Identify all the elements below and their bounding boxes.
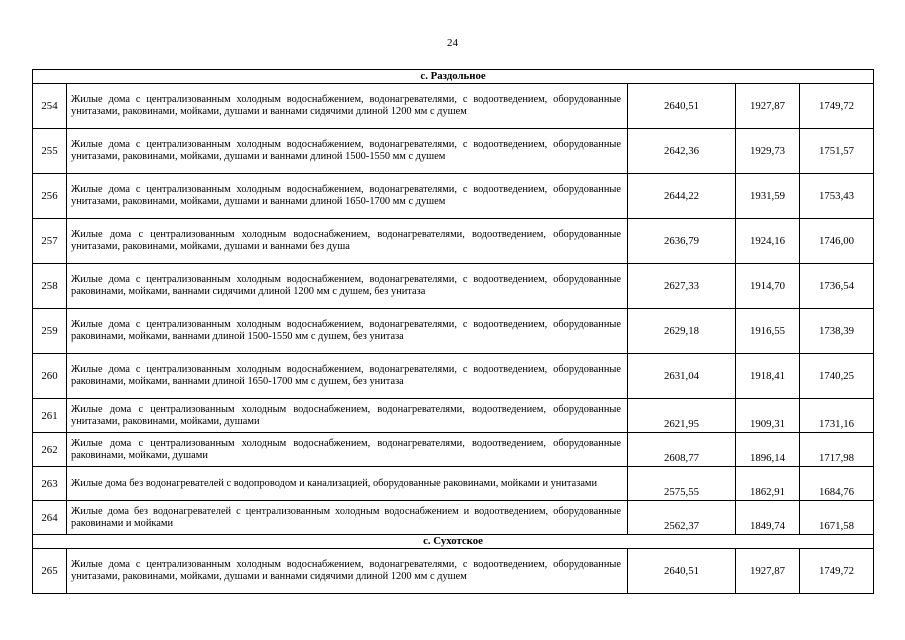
value-1: 2640,51 — [628, 84, 736, 129]
table-row — [33, 174, 874, 219]
value-3: 1746,00 — [800, 219, 874, 264]
value-1: 2631,04 — [628, 354, 736, 399]
value-3: 1751,57 — [800, 129, 874, 174]
value-1: 2562,37 — [628, 501, 736, 535]
row-description: Жилые дома с централизованным холодным водоснабжением, водонагревателями, водоотведением, оборудованные раковинами, мойками, душами — [67, 433, 628, 467]
value-1: 2644,22 — [628, 174, 736, 219]
table-row — [33, 219, 874, 264]
value-3: 1740,25 — [800, 354, 874, 399]
tariff-table — [32, 69, 874, 594]
value-2: 1909,31 — [736, 399, 800, 433]
value-2: 1862,91 — [736, 467, 800, 501]
value-2: 1916,55 — [736, 309, 800, 354]
value-3: 1749,72 — [800, 549, 874, 594]
row-number: 260 — [33, 354, 67, 399]
row-description: Жилые дома с централизованным холодным водоснабжением, водонагревателями, с водоотведением, оборудованные унитазами, раковинами, мойками, душами и ваннами сидячими длиной 1200 мм с душем — [67, 549, 628, 594]
row-number: 256 — [33, 174, 67, 219]
value-2: 1918,41 — [736, 354, 800, 399]
table-row — [33, 84, 874, 129]
value-3: 1684,76 — [800, 467, 874, 501]
value-1: 2636,79 — [628, 219, 736, 264]
value-1: 2640,51 — [628, 549, 736, 594]
value-3: 1738,39 — [800, 309, 874, 354]
row-description: Жилые дома с централизованным холодным водоснабжением, водонагревателями, с водоотведением, оборудованные раковинами, мойками, ваннами длиной 1650-1700 мм с душем, без унитаза — [67, 354, 628, 399]
value-1: 2642,36 — [628, 129, 736, 174]
row-number: 258 — [33, 264, 67, 309]
row-number: 261 — [33, 399, 67, 433]
value-1: 2608,77 — [628, 433, 736, 467]
section-title: с. Раздольное — [33, 70, 874, 84]
row-description: Жилые дома с централизованным холодным водоснабжением, водонагревателями, с водоотведением, оборудованные унитазами, раковинами, мойками, душами и ваннами сидячими длиной 1200 мм с душем — [67, 84, 628, 129]
row-number: 257 — [33, 219, 67, 264]
value-3: 1736,54 — [800, 264, 874, 309]
table-row — [33, 467, 874, 501]
row-number: 262 — [33, 433, 67, 467]
value-2: 1896,14 — [736, 433, 800, 467]
value-2: 1929,73 — [736, 129, 800, 174]
value-1: 2629,18 — [628, 309, 736, 354]
table-row — [33, 354, 874, 399]
row-description: Жилые дома с централизованным холодным водоснабжением, водонагревателями, водоотведением, оборудованные унитазами, раковинами, мойками, душами — [67, 399, 628, 433]
row-description: Жилые дома с централизованным холодным водоснабжением, водонагревателями, с водоотведением, оборудованные унитазами, раковинами, мойками, душами и ваннами длиной 1500-1550 мм с душем — [67, 129, 628, 174]
row-description: Жилые дома с централизованным холодным водоснабжением, водонагревателями, водоотведением, оборудованные унитазами, раковинами, мойками, душами и ваннами без душа — [67, 219, 628, 264]
row-number: 265 — [33, 549, 67, 594]
row-number: 264 — [33, 501, 67, 535]
table-row — [33, 433, 874, 467]
row-description: Жилые дома без водонагревателей с водопроводом и канализацией, оборудованные раковинами, мойками и унитазами — [67, 467, 628, 501]
value-2: 1927,87 — [736, 549, 800, 594]
row-description: Жилые дома с централизованным холодным водоснабжением, водонагревателями, с водоотведением, оборудованные раковинами, мойками, ваннами длиной 1500-1550 мм с душем, без унитаза — [67, 309, 628, 354]
row-number: 255 — [33, 129, 67, 174]
row-description: Жилые дома без водонагревателей с централизованным холодным водоснабжением и водоотведением, оборудованные раковинами и мойками — [67, 501, 628, 535]
table-row — [33, 264, 874, 309]
table-row — [33, 549, 874, 594]
table-row — [33, 399, 874, 433]
row-number: 259 — [33, 309, 67, 354]
value-3: 1753,43 — [800, 174, 874, 219]
value-1: 2575,55 — [628, 467, 736, 501]
value-3: 1731,16 — [800, 399, 874, 433]
value-2: 1931,59 — [736, 174, 800, 219]
section-header-row — [33, 535, 874, 549]
value-3: 1749,72 — [800, 84, 874, 129]
table-row — [33, 129, 874, 174]
row-description: Жилые дома с централизованным холодным водоснабжением, водонагревателями, с водоотведением, оборудованные унитазами, раковинами, мойками, душами и ваннами длиной 1650-1700 мм с душем — [67, 174, 628, 219]
value-2: 1914,70 — [736, 264, 800, 309]
value-2: 1849,74 — [736, 501, 800, 535]
value-1: 2621,95 — [628, 399, 736, 433]
value-3: 1717,98 — [800, 433, 874, 467]
table-row — [33, 309, 874, 354]
section-title: с. Сухотское — [33, 535, 874, 549]
row-description: Жилые дома с централизованным холодным водоснабжением, водонагревателями, с водоотведением, оборудованные раковинами, мойками, ваннами сидячими длиной 1200 мм с душем, без унитаза — [67, 264, 628, 309]
section-header-row — [33, 70, 874, 84]
value-3: 1671,58 — [800, 501, 874, 535]
row-number: 263 — [33, 467, 67, 501]
table-row — [33, 501, 874, 535]
page-number: 24 — [447, 37, 458, 49]
row-number: 254 — [33, 84, 67, 129]
value-1: 2627,33 — [628, 264, 736, 309]
value-2: 1927,87 — [736, 84, 800, 129]
value-2: 1924,16 — [736, 219, 800, 264]
